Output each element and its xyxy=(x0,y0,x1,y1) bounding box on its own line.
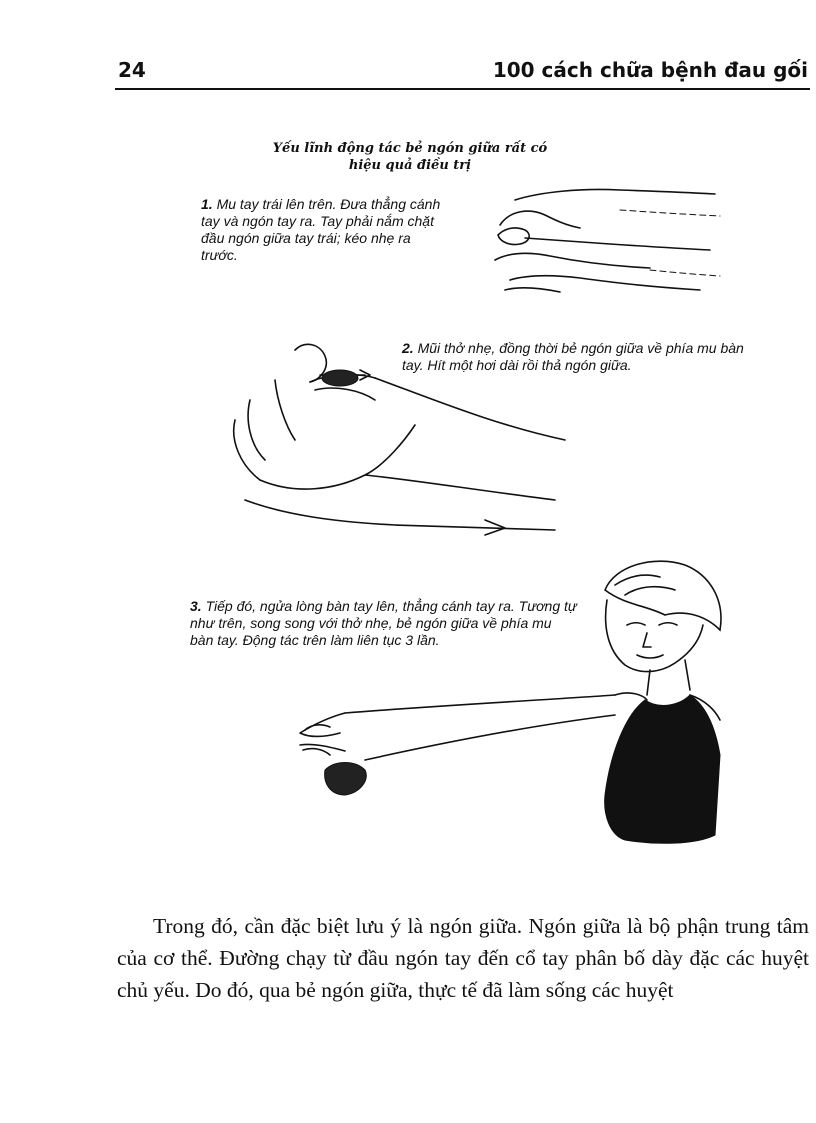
caption-line-2: hiệu quả điều trị xyxy=(348,158,472,173)
header-rule xyxy=(115,88,810,90)
step-1-text xyxy=(201,196,451,264)
step-3-woman-illustration xyxy=(285,555,735,845)
step-1-hands-illustration xyxy=(470,180,730,310)
step-2-body: Mũi thở nhẹ, đồng thời bẻ ngón giữa về phía mu bàn tay. Hít một hơi dài rồi thả ngón giữa. xyxy=(402,340,744,373)
body-paragraph: Trong đó, cần đặc biệt lưu ý là ngón giữa. Ngón giữa là bộ phận trung tâm của cơ thể. Đường chạy từ đầu ngón tay đến cổ tay phân bố dày đặc các huyệt chủ yếu. Do đó, qua bẻ ngón giữa, thực tế đã làm sống các huyệt xyxy=(117,914,809,1002)
book-title: 100 cách chữa bệnh đau gối xyxy=(492,58,808,82)
step-2-number: 2. xyxy=(402,340,414,356)
step-3-body: Tiếp đó, ngửa lòng bàn tay lên, thẳng cánh tay ra. Tương tự như trên, song song với thở nhẹ, bẻ ngón giữa về phía mu bàn tay. Động tác trên làm liên tục 3 lần. xyxy=(190,598,577,648)
step-3-number: 3. xyxy=(190,598,202,614)
step-1-body: Mu tay trái lên trên. Đưa thẳng cánh tay và ngón tay ra. Tay phải nắm chặt đầu ngón giữa tay trái; kéo nhẹ ra trước. xyxy=(201,196,441,263)
figure-caption xyxy=(190,140,630,174)
step-2-finger-bend-illustration xyxy=(215,330,575,550)
caption-line-1: Yếu lĩnh động tác bẻ ngón giữa rất có xyxy=(272,141,548,156)
step-1-number: 1. xyxy=(201,196,213,212)
page-number: 24 xyxy=(118,58,146,82)
